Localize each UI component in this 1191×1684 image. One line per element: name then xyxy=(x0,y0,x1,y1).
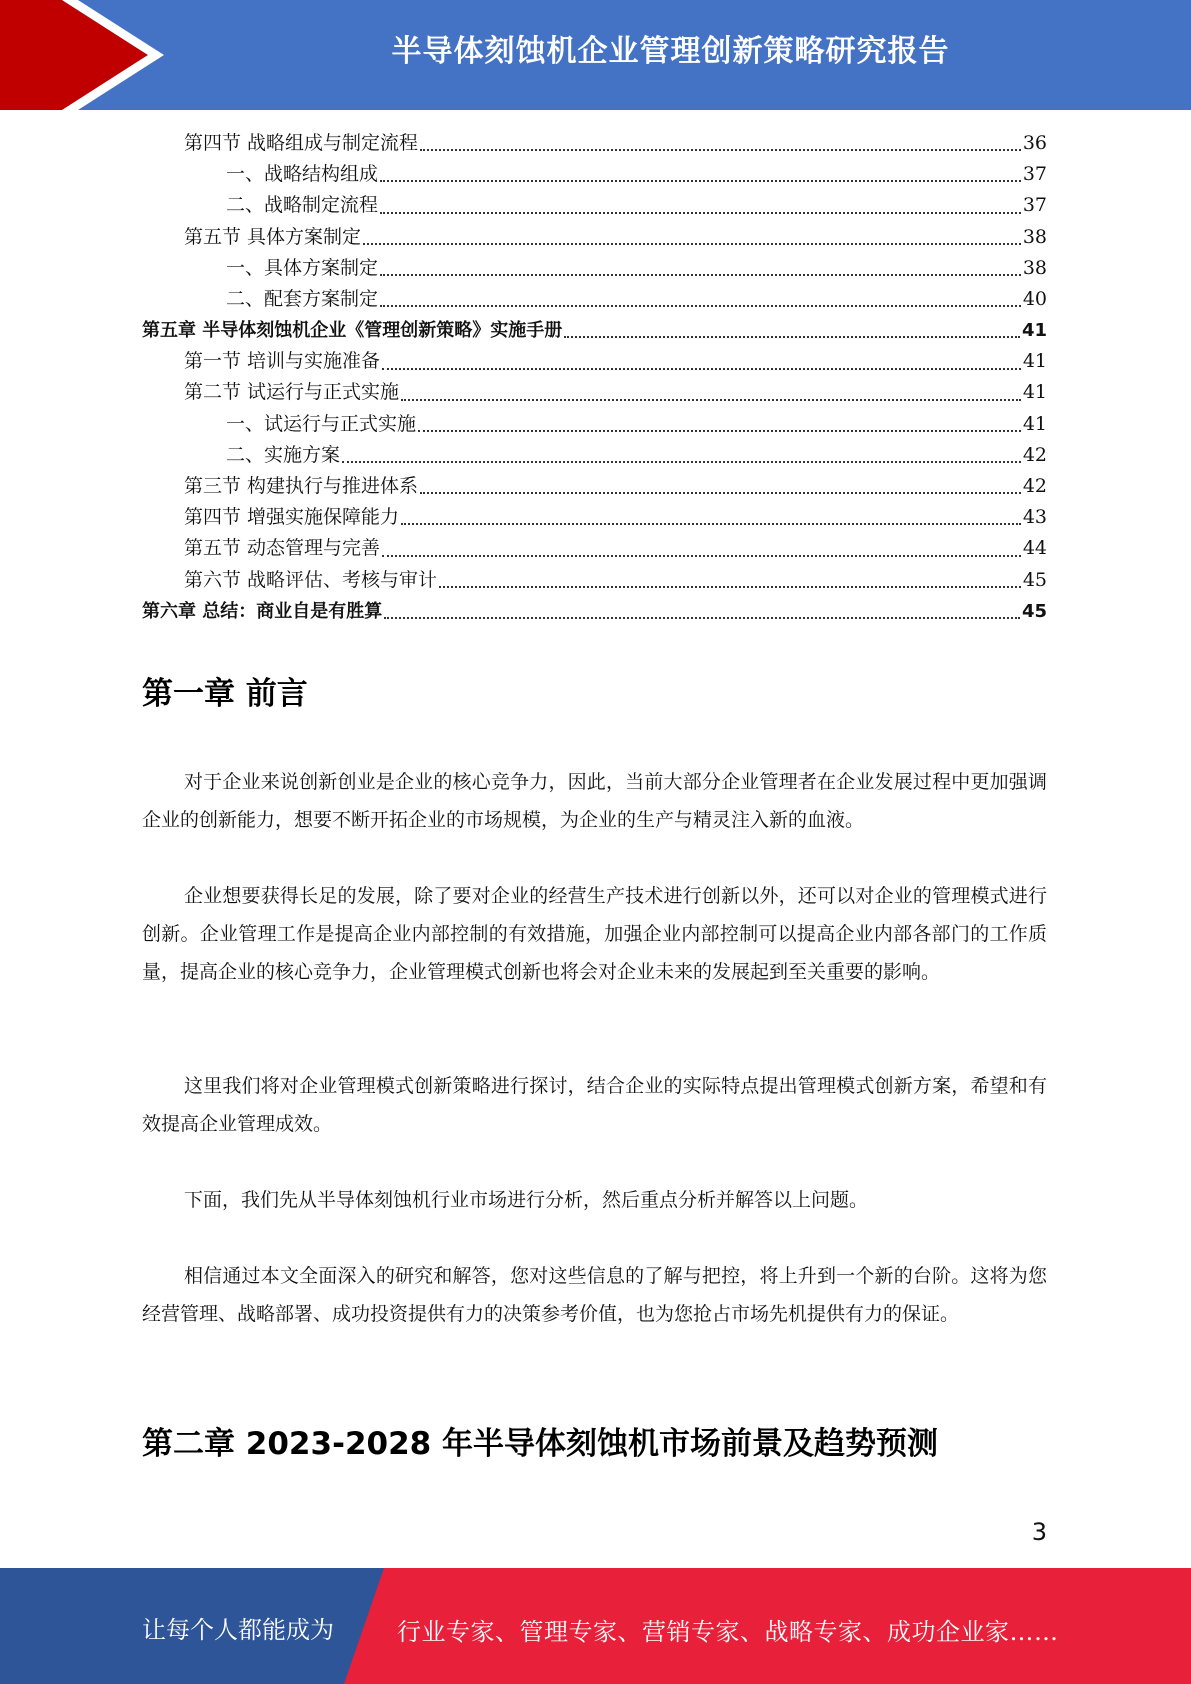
toc-entry-title: 一、战略结构组成 xyxy=(226,163,379,186)
toc-entry[interactable] xyxy=(142,315,1047,346)
toc-entry-page: 41 xyxy=(1022,412,1047,435)
toc-entry-title: 一、试运行与正式实施 xyxy=(226,412,417,435)
page-header xyxy=(0,0,1191,110)
toc-entry[interactable] xyxy=(142,533,1047,564)
chapter1-paragraph-2: 企业想要获得长足的发展，除了要对企业的经营生产技术进行创新以外，还可以对企业的管理模式进行创新。企业管理工作是提高企业内部控制的有效措施，加强企业内部控制可以提高企业内部各部门的工作质量，提高企业的核心竞争力，企业管理模式创新也将会对企业未来的发展起到至关重要的影响。 xyxy=(142,885,1047,983)
toc-entry-title: 第一节 培训与实施准备 xyxy=(184,350,381,373)
toc-entry[interactable] xyxy=(142,565,1047,596)
chapter2-heading: 第二章 2023-2028 年半导体刻蚀机市场前景及趋势预测 xyxy=(142,1426,939,1462)
toc-entry-title: 第三节 构建执行与推进体系 xyxy=(184,475,419,498)
toc-entry-page: 37 xyxy=(1022,163,1047,186)
toc-entry-page: 43 xyxy=(1022,506,1047,529)
toc-entry-page: 45 xyxy=(1022,568,1047,591)
table-of-contents xyxy=(142,128,1047,627)
toc-dot-leader xyxy=(401,399,1021,401)
toc-entry-title: 一、具体方案制定 xyxy=(226,256,379,279)
toc-entry[interactable] xyxy=(142,190,1047,221)
toc-entry-page: 41 xyxy=(1022,350,1047,373)
toc-entry-page: 41 xyxy=(1021,320,1047,342)
chapter1-heading: 第一章 前言 xyxy=(142,676,308,712)
toc-entry-page: 40 xyxy=(1022,287,1047,310)
toc-entry-title: 第四节 增强实施保障能力 xyxy=(184,506,400,529)
toc-dot-leader xyxy=(380,180,1021,182)
toc-dot-leader xyxy=(380,212,1021,214)
toc-entry-title: 第六节 战略评估、考核与审计 xyxy=(184,568,438,591)
toc-entry[interactable] xyxy=(142,222,1047,253)
toc-dot-leader xyxy=(384,617,1020,619)
toc-entry-page: 42 xyxy=(1022,475,1047,498)
toc-entry[interactable] xyxy=(142,128,1047,159)
toc-entry[interactable] xyxy=(142,378,1047,409)
chapter1-paragraph-5: 相信通过本文全面深入的研究和解答，您对这些信息的了解与把控，将上升到一个新的台阶。这将为您经营管理、战略部署、成功投资提供有力的决策参考价值，也为您抢占市场先机提供有力的保证。 xyxy=(142,1265,1047,1325)
chapter1-paragraph-1: 对于企业来说创新创业是企业的核心竞争力，因此，当前大部分企业管理者在企业发展过程中更加强调企业的创新能力，想要不断开拓企业的市场规模，为企业的生产与精灵注入新的血液。 xyxy=(142,771,1047,831)
toc-entry-page: 42 xyxy=(1022,443,1047,466)
toc-entry-page: 37 xyxy=(1022,194,1047,217)
page-number: 3 xyxy=(1031,1518,1047,1546)
toc-entry-page: 41 xyxy=(1022,381,1047,404)
chapter1-paragraph-4: 下面，我们先从半导体刻蚀机行业市场进行分析，然后重点分析并解答以上问题。 xyxy=(184,1189,869,1211)
toc-entry[interactable] xyxy=(142,159,1047,190)
toc-dot-leader xyxy=(363,243,1021,245)
toc-entry-page: 38 xyxy=(1022,256,1047,279)
toc-entry[interactable] xyxy=(142,502,1047,533)
toc-entry[interactable] xyxy=(142,471,1047,502)
toc-dot-leader xyxy=(420,149,1021,151)
toc-entry-title: 第五节 动态管理与完善 xyxy=(184,537,381,560)
toc-entry-page: 45 xyxy=(1021,600,1047,622)
toc-entry[interactable] xyxy=(142,409,1047,440)
toc-dot-leader xyxy=(380,305,1021,307)
toc-dot-leader xyxy=(420,492,1021,494)
toc-dot-leader xyxy=(439,586,1021,588)
toc-entry-title: 第二节 试运行与正式实施 xyxy=(184,381,400,404)
toc-entry[interactable] xyxy=(142,284,1047,315)
toc-dot-leader xyxy=(418,430,1021,432)
toc-dot-leader xyxy=(382,555,1021,557)
footer-slogan-left: 让每个人都能成为 xyxy=(142,1616,334,1644)
toc-entry[interactable] xyxy=(142,253,1047,284)
toc-entry-title: 二、实施方案 xyxy=(226,443,341,466)
footer-slogan-right: 行业专家、管理专家、营销专家、战略专家、成功企业家…… xyxy=(397,1618,1059,1646)
toc-entry-title: 二、配套方案制定 xyxy=(226,287,379,310)
header-title: 半导体刻蚀机企业管理创新策略研究报告 xyxy=(391,34,950,69)
page-footer xyxy=(0,1568,1191,1684)
toc-dot-leader xyxy=(342,461,1021,463)
toc-dot-leader xyxy=(380,274,1021,276)
toc-entry-page: 44 xyxy=(1022,537,1047,560)
chapter1-paragraph-3: 这里我们将对企业管理模式创新策略进行探讨，结合企业的实际特点提出管理模式创新方案，希望和有效提高企业管理成效。 xyxy=(142,1075,1047,1135)
toc-entry-page: 36 xyxy=(1022,131,1047,154)
toc-dot-leader xyxy=(564,336,1020,338)
toc-entry-title: 第五章 半导体刻蚀机企业《管理创新策略》实施手册 xyxy=(142,320,563,342)
toc-entry-title: 第五节 具体方案制定 xyxy=(184,225,362,248)
toc-entry[interactable] xyxy=(142,440,1047,471)
toc-entry-title: 第六章 总结：商业自是有胜算 xyxy=(142,600,383,622)
toc-entry[interactable] xyxy=(142,346,1047,377)
toc-entry-page: 38 xyxy=(1022,225,1047,248)
toc-entry-title: 第四节 战略组成与制定流程 xyxy=(184,131,419,154)
toc-dot-leader xyxy=(382,368,1021,370)
toc-entry-title: 二、战略制定流程 xyxy=(226,194,379,217)
toc-entry[interactable] xyxy=(142,596,1047,627)
toc-dot-leader xyxy=(401,523,1021,525)
